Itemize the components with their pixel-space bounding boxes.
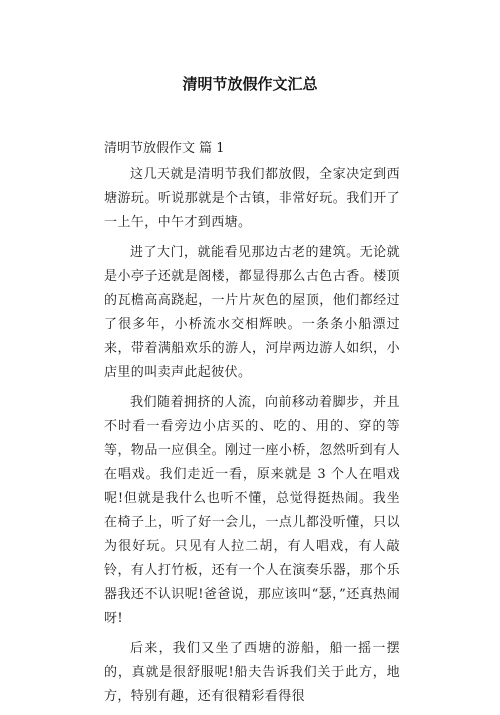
document-body bbox=[104, 163, 400, 715]
paragraph-2: 进了大门，就能看见那边古老的建筑。无论就是小亭子还就是阁楼，都显得那么古色古香。楼顶的瓦檐高高跷起，一片片灰色的屋顶，他们都经过了很多年，小桥流水交相辉映。一条条小船漂过来，带着满船欢乐的游人，河岸两边游人如织，小店里的叫卖声此起彼伏。 bbox=[104, 245, 400, 380]
paragraph-4: 后来，我们又坐了西塘的游船，船一摇一摆的，真就是很舒服呢!船夫告诉我们关于此方，地方，特别有趣，还有很精彩看得很 bbox=[104, 641, 400, 704]
document-title: 清明节放假作文汇总 bbox=[182, 75, 318, 93]
paragraph-3: 我们随着拥挤的人流，向前移动着脚步，并且不时看一看旁边小店买的、吃的、用的、穿的等等，物品一应俱全。刚过一座小桥，忽然听到有人在唱戏。我们走近一看，原来就是 3 个人在唱戏呢!但就是我什么也听不懂，总觉得挺热闹。我坐在椅子上，听了好一会儿，一点儿都没听懂，只以为很好玩。只见有人拉二胡，有人唱戏，有人敲铃，有人打竹板，还有一个人在演奏乐器，那个乐器我还不认识呢!爸爸说，那应该叫“瑟，”还真热闹呀! bbox=[104, 395, 400, 626]
section-heading: 清明节放假作文 篇 1 bbox=[104, 141, 225, 156]
paragraph-1: 这几天就是清明节我们都放假，全家决定到西塘游玩。听说那就是个古镇，非常好玩。我们开了一上午，中午才到西塘。 bbox=[104, 167, 400, 230]
